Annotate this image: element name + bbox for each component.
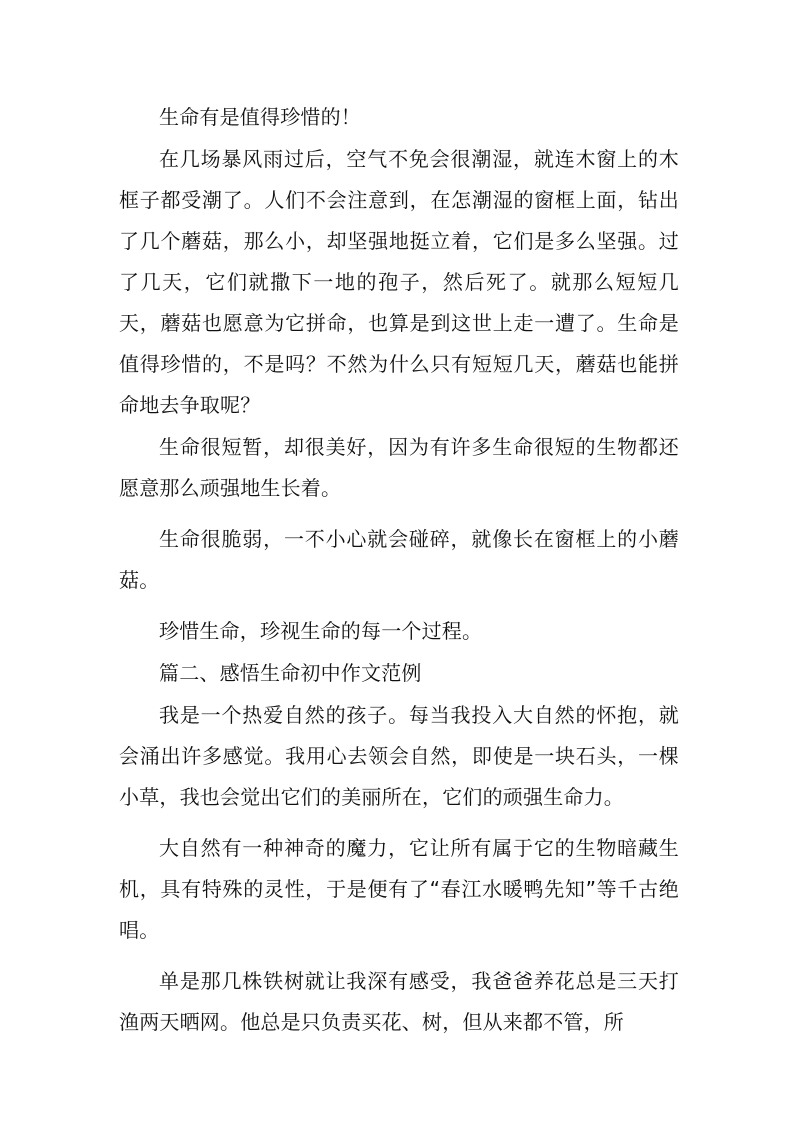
paragraph: 在几场暴风雨过后，空气不免会很潮湿，就连木窗上的木框子都受潮了。人们不会注意到，在怎潮湿的窗框上面，钻出了几个蘑菇，那么小，却坚强地挺立着，它们是多么坚强。过了几天，它们就撒下一地的孢子，然后死了。就那么短短几天，蘑菇也愿意为它拼命，也算是到这世上走一遭了。生命是值得珍惜的，不是吗？不然为什么只有短短几天，蘑菇也能拼命地去争取呢？: [119, 147, 679, 417]
section-heading: 篇二、感悟生命初中作文范例: [159, 661, 422, 685]
paragraph: 大自然有一种神奇的魔力，它让所有属于它的生物暗藏生机，具有特殊的灵性，于是便有了“春江水暖鸭先知”等千古绝唱。: [119, 836, 679, 942]
paragraph: 珍惜生命，珍视生命的每一个过程。: [159, 619, 483, 643]
document-body: [119, 97, 679, 1044]
paragraph: 我是一个热爱自然的孩子。每当我投入大自然的怀抱，就会涌出许多感觉。我用心去领会自然，即使是一块石头，一棵小草，我也会觉出它们的美丽所在，它们的顽强生命力。: [119, 703, 679, 809]
paragraph: 生命有是值得珍惜的！: [159, 105, 361, 129]
paragraph: 生命很脆弱，一不小心就会碰碎，就像长在窗框上的小蘑菇。: [119, 527, 679, 592]
paragraph: 单是那几株铁树就让我深有感受，我爸爸养花总是三天打渔两天晒网。他总是只负责买花、树，但从来都不管，所: [119, 969, 679, 1034]
paragraph: 生命很短暂，却很美好，因为有许多生命很短的生物都还愿意那么顽强地生长着。: [119, 435, 679, 500]
